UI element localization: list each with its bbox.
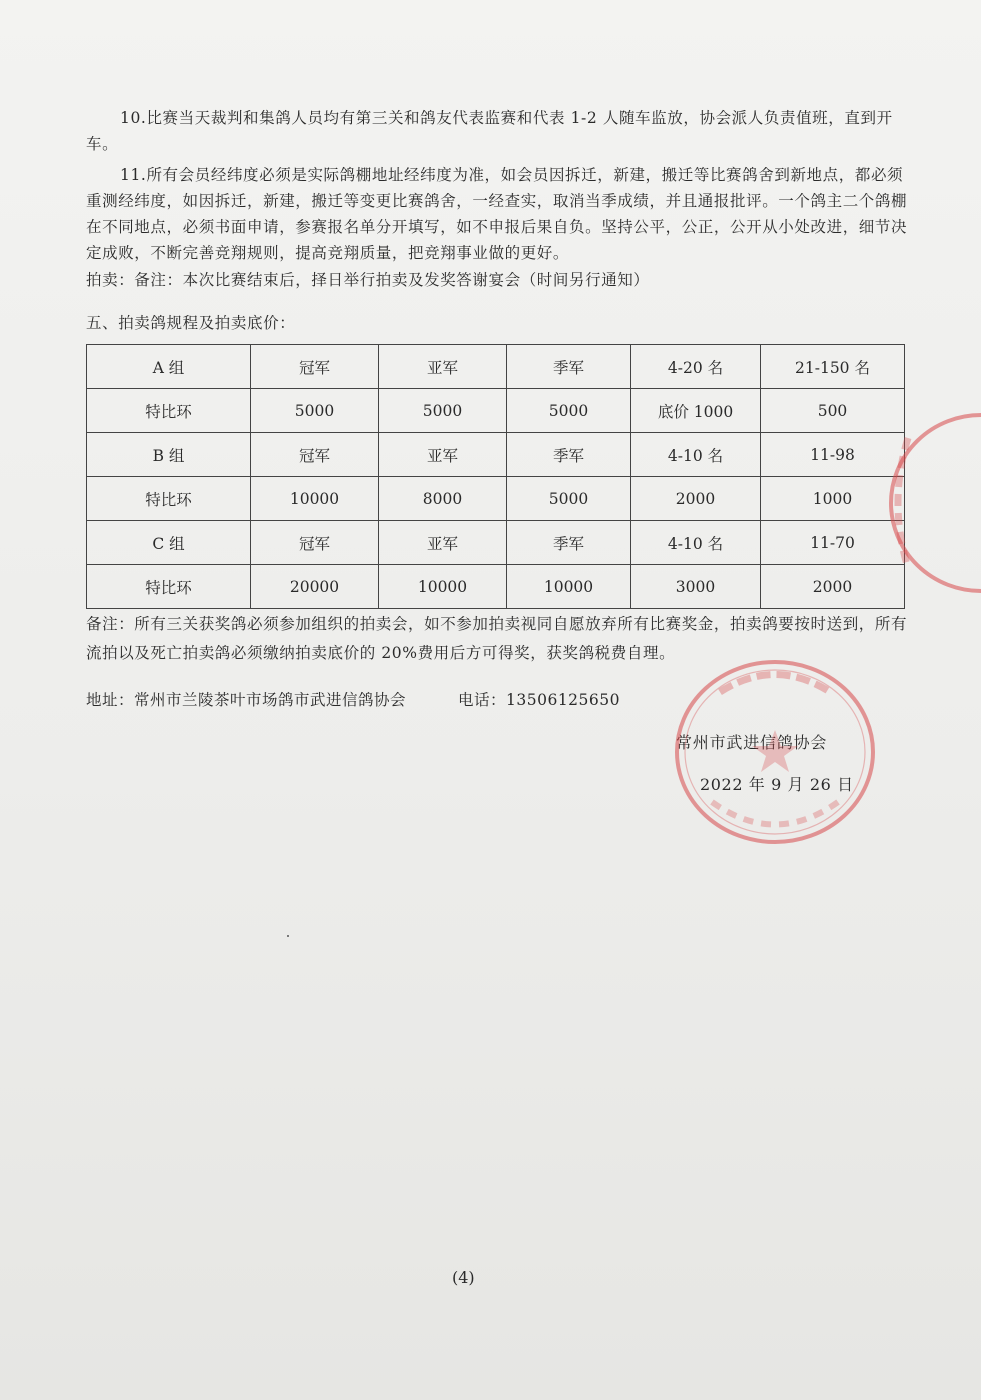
table-row (87, 565, 905, 609)
price-cell: 20000 (251, 565, 379, 609)
price-cell: 底价 1000 (631, 389, 761, 433)
price-cell: 2000 (761, 565, 905, 609)
footnote: 备注：所有三关获奖鸽必须参加组织的拍卖会，如不参加拍卖视同自愿放弃所有比赛奖金，拍卖鸽要按时送到，所有流拍以及死亡拍卖鸽必须缴纳拍卖底价的 20%费用后方可得奖，获奖鸽税费自理。 (86, 615, 908, 662)
header-cell: 亚军 (379, 433, 507, 477)
header-cell: 冠军 (251, 521, 379, 565)
header-cell: 季军 (507, 345, 631, 389)
price-cell: 5000 (379, 389, 507, 433)
auction-price-table (86, 344, 905, 609)
header-cell: 季军 (507, 521, 631, 565)
price-cell: 2000 (631, 477, 761, 521)
header-cell: 季军 (507, 433, 631, 477)
header-cell: 11-98 (761, 433, 905, 477)
header-cell: 冠军 (251, 433, 379, 477)
section-title: 五、拍卖鸽规程及拍卖底价： (86, 314, 296, 332)
organization-signature: 常州市武进信鸽协会 (676, 733, 828, 752)
page-number: (4) (452, 1268, 475, 1287)
auction-note: 拍卖：备注：本次比赛结束后，择日举行拍卖及发奖答谢宴会（时间另行通知） (86, 271, 650, 289)
group-subtitle-cell: 特比环 (87, 389, 251, 433)
price-cell: 500 (761, 389, 905, 433)
header-cell: 冠军 (251, 345, 379, 389)
table-row (87, 433, 905, 477)
group-subtitle-cell: 特比环 (87, 477, 251, 521)
address-text: 地址：常州市兰陵茶叶市场鸽市武进信鸽协会 (86, 691, 407, 709)
signature-date: 2022 年 9 月 26 日 (700, 775, 854, 794)
price-cell: 10000 (507, 565, 631, 609)
table-row (87, 477, 905, 521)
table-row (87, 345, 905, 389)
price-cell: 5000 (507, 389, 631, 433)
group-name-cell: A 组 (87, 345, 251, 389)
rule-11-paragraph: 11.所有会员经纬度必须是实际鸽棚地址经纬度为准，如会员因拆迁，新建，搬迁等比赛鸽舍到新地点，都必须重测经纬度，如因拆迁，新建，搬迁等变更比赛鸽舍，一经查实，取消当季成绩，并且通报批评。一个鸽主二个鸽棚在不同地点，必须书面申请，参赛报名单分开填写，如不申报后果自负。坚持公平，公正，公开从小处改进，细节决定成败，不断完善竞翔规则，提高竞翔质量，把竞翔事业做的更好。 (86, 166, 908, 262)
phone-text: 电话：13506125650 (458, 691, 620, 709)
header-cell: 4-10 名 (631, 521, 761, 565)
header-cell: 21-150 名 (761, 345, 905, 389)
group-name-cell: B 组 (87, 433, 251, 477)
header-cell: 亚军 (379, 345, 507, 389)
header-cell: 11-70 (761, 521, 905, 565)
header-cell: 4-10 名 (631, 433, 761, 477)
price-cell: 5000 (507, 477, 631, 521)
stray-dot (287, 935, 289, 937)
price-cell: 1000 (761, 477, 905, 521)
header-cell: 亚军 (379, 521, 507, 565)
group-name-cell: C 组 (87, 521, 251, 565)
table-row (87, 389, 905, 433)
contact-line (86, 688, 620, 710)
header-cell: 4-20 名 (631, 345, 761, 389)
group-subtitle-cell: 特比环 (87, 565, 251, 609)
rule-10-paragraph: 10.比赛当天裁判和集鸽人员均有第三关和鸽友代表监赛和代表 1-2 人随车监放，协会派人负责值班，直到开车。 (86, 109, 893, 153)
price-cell: 10000 (251, 477, 379, 521)
table-row (87, 521, 905, 565)
price-cell: 5000 (251, 389, 379, 433)
price-cell: 8000 (379, 477, 507, 521)
price-cell: 3000 (631, 565, 761, 609)
price-cell: 10000 (379, 565, 507, 609)
